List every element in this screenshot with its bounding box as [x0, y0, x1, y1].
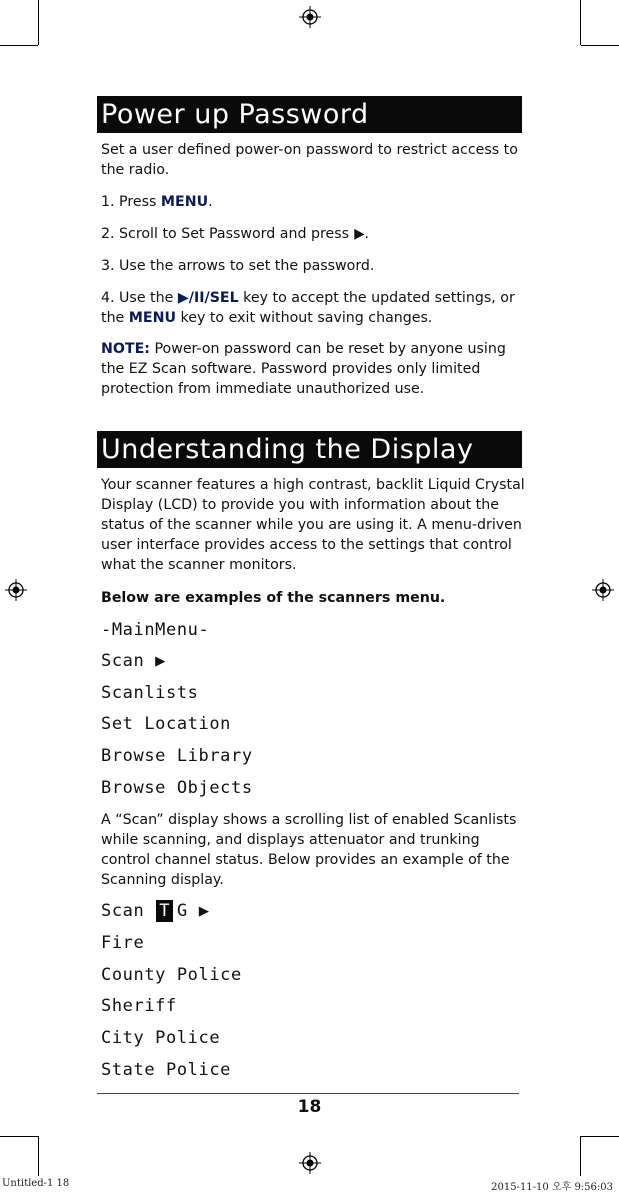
scan-display-header [101, 900, 210, 922]
sel-key-label: ▶/II/SEL [177, 290, 239, 306]
section-title-password: Power up Password [97, 96, 522, 133]
scan-header-suffix: G ▶ [177, 901, 210, 921]
examples-heading: Below are examples of the scanners menu. [101, 590, 446, 606]
registration-mark-icon [299, 1152, 321, 1174]
print-footer-right: 2015-11-10 오후 9:56:03 [491, 1182, 613, 1193]
step2-suffix: . [364, 226, 369, 242]
password-note [101, 339, 526, 399]
registration-mark-icon [5, 579, 27, 601]
section-title-display: Understanding the Display [97, 431, 522, 468]
crop-mark-tl-h [0, 45, 38, 46]
main-menu-item-browse-library: Browse Library [101, 746, 253, 766]
scan-display-item-sheriff: Sheriff [101, 996, 177, 1016]
main-menu-header: -MainMenu- [101, 620, 210, 640]
main-menu-item-scan: Scan ▶ [101, 651, 167, 671]
step1-suffix: . [208, 194, 213, 210]
trunk-badge: T [156, 900, 173, 922]
footer-rule [97, 1093, 519, 1094]
scan-display-item-city-police: City Police [101, 1028, 221, 1048]
step4-mid: key to accept the updated settings, or the [101, 290, 515, 326]
note-label: NOTE: [101, 341, 150, 357]
scan-display-item-county-police: County Police [101, 965, 242, 985]
menu-key-label: MENU [160, 194, 209, 210]
scan-label: Scan [101, 901, 145, 921]
main-menu-item-scanlists: Scanlists [101, 683, 199, 703]
crop-mark-bl-h [0, 1136, 38, 1137]
crop-mark-br-h [581, 1136, 619, 1137]
right-arrow-icon: ▶ [353, 226, 365, 242]
scan-display-item-fire: Fire [101, 933, 145, 953]
crop-mark-tl-v [38, 0, 39, 45]
crop-mark-br-v [580, 1136, 581, 1176]
step2-text: 2. Scroll to Set Password and press [101, 226, 354, 242]
note-text: Power-on password can be reset by anyone using the EZ Scan software. Password provides only limited protection from immediate unauthorized use. [101, 341, 506, 397]
password-step-1 [101, 192, 526, 212]
crop-mark-tr-h [581, 45, 619, 46]
print-footer-left: Untitled-1 18 [2, 1178, 70, 1189]
step4-suffix: key to exit without saving changes. [176, 310, 433, 326]
password-intro: Set a user defined power-on password to restrict access to the radio. [101, 142, 518, 178]
registration-mark-icon [299, 6, 321, 28]
registration-mark-icon [592, 579, 614, 601]
page-number: 18 [297, 1097, 322, 1117]
display-intro: Your scanner features a high contrast, backlit Liquid Crystal Display (LCD) to provide you with information about the status of the scanner while you are using it. A menu-driven user interface provides access to the settings that control what the scanner monitors. [101, 477, 525, 573]
main-menu-item-set-location: Set Location [101, 714, 232, 734]
password-step-4 [101, 288, 526, 328]
crop-mark-tr-v [580, 0, 581, 45]
crop-mark-bl-v [38, 1136, 39, 1176]
main-menu-item-browse-objects: Browse Objects [101, 778, 253, 798]
password-step-2 [101, 224, 526, 244]
scan-display-paragraph: A “Scan” display shows a scrolling list of enabled Scanlists while scanning, and displays attenuator and trunking control channel status. Below provides an example of the Scanning display. [101, 812, 517, 888]
menu-key-label: MENU [128, 310, 177, 326]
step1-prefix: 1. Press [101, 194, 161, 210]
password-step-3: 3. Use the arrows to set the password. [101, 258, 375, 274]
scan-display-item-state-police: State Police [101, 1060, 232, 1080]
step4-prefix: 4. Use the [101, 290, 178, 306]
